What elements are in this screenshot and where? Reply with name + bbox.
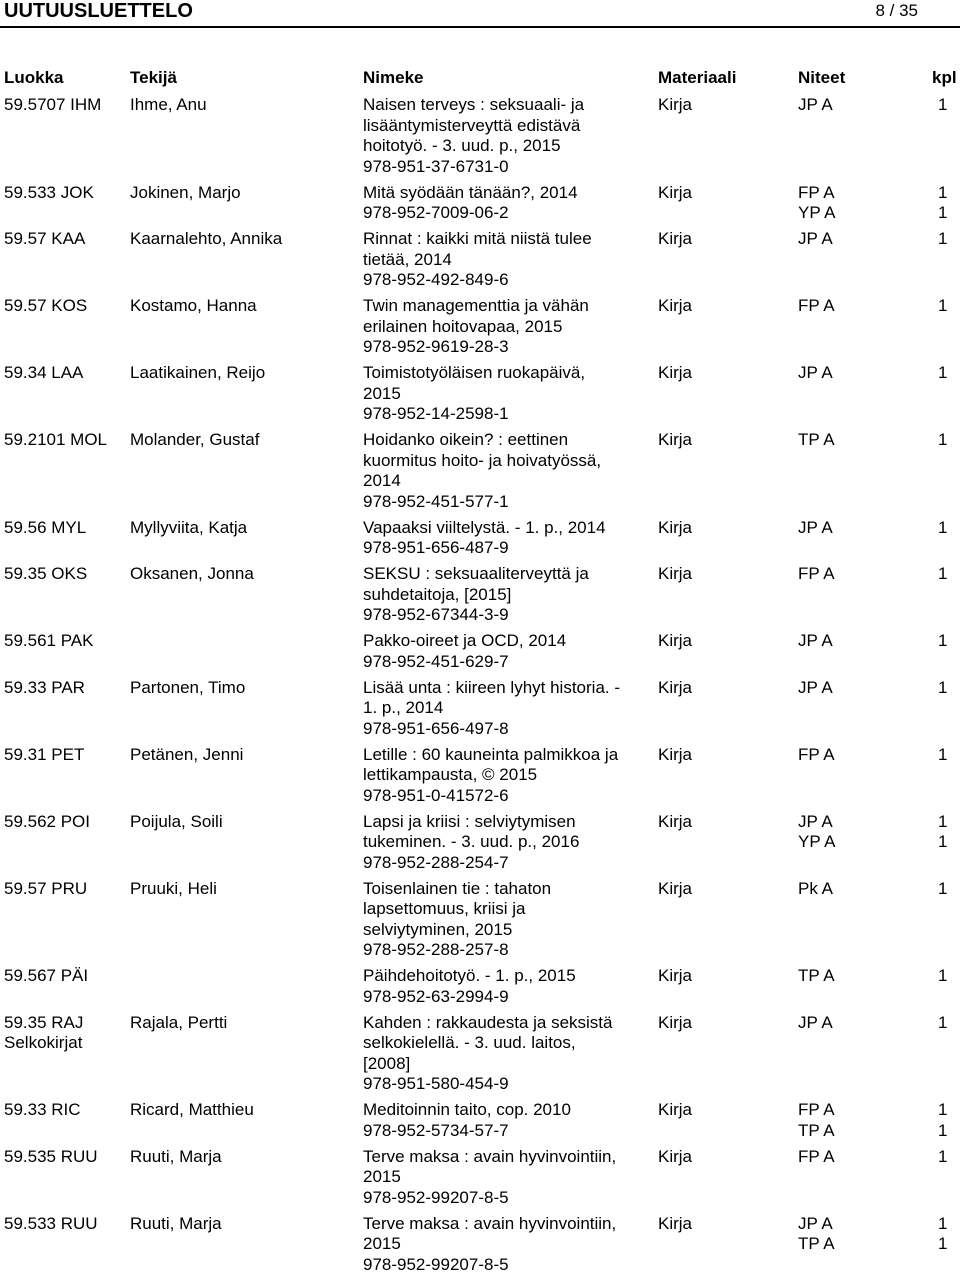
nimeke-cell-line: kuormitus hoito- ja hoivatyössä, [363, 450, 602, 470]
kpl-cell-line: 1 [938, 296, 948, 315]
nimeke-cell-line: Mitä syödään tänään?, 2014 [363, 182, 578, 202]
kpl-cell [938, 745, 958, 766]
catalog-row [0, 678, 960, 745]
niteet-cell-line: Pk A [798, 878, 833, 898]
kpl-cell [938, 518, 958, 539]
catalog-row [0, 229, 960, 296]
catalog-row [0, 95, 960, 183]
luokka-cell [4, 518, 124, 539]
kpl-cell-line: 1 [938, 744, 948, 764]
catalog-row [0, 1147, 960, 1214]
materiaali-cell [658, 296, 758, 317]
catalog-row [0, 518, 960, 565]
column-header-nimeke: Nimeke [363, 68, 424, 87]
luokka-cell [4, 966, 124, 987]
catalog-row [0, 296, 960, 363]
niteet-cell [798, 1147, 898, 1168]
nimeke-cell [363, 1214, 648, 1276]
kpl-cell [938, 879, 958, 900]
luokka-cell-line: 59.2101 MOL [4, 430, 108, 449]
nimeke-cell-line: Twin managementtia ja vähän [363, 296, 589, 315]
tekija-cell [130, 95, 360, 116]
tekija-cell-line: Molander, Gustaf [130, 430, 260, 449]
kpl-cell [938, 1100, 958, 1141]
materiaali-cell [658, 631, 758, 652]
materiaali-cell [658, 95, 758, 116]
tekija-cell [130, 812, 360, 833]
niteet-cell-line: JP A [798, 95, 833, 114]
nimeke-cell [363, 95, 648, 177]
materiaali-cell-line: Kirja [658, 631, 693, 650]
page-header [4, 0, 960, 24]
kpl-cell-line: 1 [938, 95, 948, 114]
kpl-cell [938, 1013, 958, 1034]
niteet-cell [798, 183, 898, 224]
nimeke-cell [363, 430, 648, 512]
catalog-row [0, 1013, 960, 1101]
materiaali-cell-line: Kirja [658, 564, 693, 583]
nimeke-cell [363, 518, 648, 559]
luokka-cell-line: 59.35 OKS [4, 564, 88, 583]
niteet-cell-line: JP A [798, 1012, 833, 1032]
kpl-cell [938, 430, 958, 451]
catalog-row [0, 564, 960, 631]
niteet-cell [798, 95, 898, 116]
tekija-cell-line: Oksanen, Jonna [130, 564, 254, 583]
materiaali-cell [658, 1013, 758, 1034]
tekija-cell [130, 1147, 360, 1168]
niteet-cell-line: FP A [798, 564, 835, 583]
tekija-cell-line: Kostamo, Hanna [130, 296, 257, 315]
kpl-cell-line: 1 [938, 677, 948, 697]
nimeke-cell-line: 978-952-451-577-1 [363, 491, 509, 511]
tekija-cell-line: Poijula, Soili [130, 811, 223, 831]
column-header-kpl: kpl [932, 68, 957, 87]
kpl-cell-line: 1 [938, 966, 948, 985]
niteet-cell [798, 1214, 898, 1255]
nimeke-cell-line: 978-952-99207-8-5 [363, 1187, 509, 1207]
luokka-cell-line: 59.535 RUU [4, 1146, 98, 1166]
kpl-cell [938, 564, 958, 585]
nimeke-cell-line: selviytyminen, 2015 [363, 919, 513, 939]
nimeke-cell-line: 1. p., 2014 [363, 698, 444, 717]
luokka-cell-line: 59.56 MYL [4, 517, 87, 537]
tekija-cell [130, 229, 360, 250]
nimeke-cell [363, 564, 648, 626]
materiaali-cell-line: Kirja [658, 229, 693, 248]
nimeke-cell-line: SEKSU : seksuaaliterveyttä ja [363, 564, 589, 583]
nimeke-cell-line: 978-951-656-497-8 [363, 718, 509, 738]
nimeke-cell-line: 978-952-14-2598-1 [363, 404, 509, 423]
tekija-cell [130, 745, 360, 766]
niteet-cell-line: JP A [798, 229, 833, 248]
tekija-cell [130, 518, 360, 539]
kpl-cell-line: 1 [938, 631, 948, 650]
luokka-cell-line: 59.533 JOK [4, 182, 94, 202]
materiaali-cell-line: Kirja [658, 811, 693, 831]
niteet-cell-line: JP A [798, 677, 833, 697]
nimeke-cell [363, 631, 648, 672]
luokka-cell-line: 59.57 PRU [4, 878, 88, 898]
kpl-cell-line: 1 [938, 430, 948, 449]
materiaali-cell [658, 229, 758, 250]
kpl-cell-line: 1 [938, 1234, 948, 1253]
nimeke-cell-line: 978-952-451-629-7 [363, 651, 509, 671]
luokka-cell [4, 1214, 124, 1235]
tekija-cell [130, 363, 360, 384]
kpl-cell-line: 1 [938, 1146, 948, 1166]
luokka-cell-line: 59.561 PAK [4, 631, 94, 650]
tekija-cell [130, 1214, 360, 1235]
nimeke-cell [363, 678, 648, 740]
nimeke-cell-line: 978-952-492-849-6 [363, 270, 509, 289]
niteet-cell [798, 812, 898, 853]
materiaali-cell [658, 745, 758, 766]
catalog-row [0, 631, 960, 678]
nimeke-cell-line: 978-952-5734-57-7 [363, 1120, 509, 1140]
luokka-cell [4, 745, 124, 766]
nimeke-cell [363, 296, 648, 358]
column-header-materiaali: Materiaali [658, 68, 737, 87]
nimeke-cell-line: Hoidanko oikein? : eettinen [363, 430, 569, 449]
niteet-cell [798, 879, 898, 900]
materiaali-cell-line: Kirja [658, 1100, 693, 1119]
nimeke-cell [363, 1147, 648, 1209]
nimeke-cell-line: Lapsi ja kriisi : selviytymisen [363, 811, 576, 831]
niteet-cell [798, 296, 898, 317]
nimeke-cell-line: 978-952-63-2994-9 [363, 986, 509, 1006]
niteet-cell-line: TP A [798, 1234, 835, 1253]
nimeke-cell-line: Toimistotyöläisen ruokapäivä, [363, 363, 586, 382]
tekija-cell-line: Partonen, Timo [130, 677, 246, 697]
kpl-cell [938, 631, 958, 652]
luokka-cell-line: 59.34 LAA [4, 363, 84, 382]
tekija-cell [130, 678, 360, 699]
nimeke-cell-line: Päihdehoitotyö. - 1. p., 2015 [363, 966, 576, 985]
niteet-cell-line: TP A [798, 430, 835, 449]
luokka-cell [4, 1147, 124, 1168]
catalog-row [0, 1100, 960, 1147]
nimeke-cell-line: Lisää unta : kiireen lyhyt historia. - [363, 677, 621, 697]
catalog-row [0, 363, 960, 430]
nimeke-cell-line: 2015 [363, 383, 401, 403]
kpl-cell-line: 1 [938, 1012, 948, 1032]
nimeke-cell-line: 978-951-0-41572-6 [363, 785, 509, 805]
luokka-cell-line: 59.33 PAR [4, 677, 85, 697]
kpl-cell-line: 1 [938, 564, 948, 583]
materiaali-cell-line: Kirja [658, 363, 693, 382]
tekija-cell [130, 430, 360, 451]
nimeke-cell-line: Naisen terveys : seksuaali- ja [363, 95, 585, 114]
nimeke-cell-line: tietää, 2014 [363, 249, 452, 269]
nimeke-cell [363, 363, 648, 425]
materiaali-cell-line: Kirja [658, 95, 693, 114]
kpl-cell-line: 1 [938, 1100, 948, 1119]
materiaali-cell [658, 430, 758, 451]
niteet-cell-line: JP A [798, 363, 833, 382]
kpl-cell-line: 1 [938, 363, 948, 382]
niteet-cell-line: TP A [798, 1120, 835, 1140]
niteet-cell [798, 564, 898, 585]
luokka-cell [4, 812, 124, 833]
tekija-cell-line: Ricard, Matthieu [130, 1100, 254, 1119]
luokka-cell-line: 59.57 KOS [4, 296, 88, 315]
kpl-cell [938, 183, 958, 224]
materiaali-cell-line: Kirja [658, 1213, 693, 1233]
nimeke-cell-line: lisääntymisterveyttä edistävä [363, 115, 581, 135]
niteet-cell-line: FP A [798, 296, 835, 315]
luokka-cell-line: 59.57 KAA [4, 229, 86, 248]
luokka-cell [4, 430, 124, 451]
tekija-cell [130, 1013, 360, 1034]
kpl-cell [938, 812, 958, 853]
luokka-cell-line: 59.33 RIC [4, 1100, 81, 1119]
nimeke-cell-line: Toisenlainen tie : tahaton [363, 878, 552, 898]
luokka-cell-line: 59.31 PET [4, 744, 85, 764]
column-header-niteet: Niteet [798, 68, 846, 87]
nimeke-cell [363, 1013, 648, 1095]
nimeke-cell-line: 2014 [363, 471, 401, 490]
nimeke-cell-line: 978-951-656-487-9 [363, 538, 509, 557]
materiaali-cell [658, 1147, 758, 1168]
tekija-cell-line: Petänen, Jenni [130, 744, 244, 764]
tekija-cell [130, 183, 360, 204]
nimeke-cell-line: 2015 [363, 1234, 401, 1253]
nimeke-cell-line: selkokielellä. - 3. uud. laitos, [363, 1033, 576, 1052]
nimeke-cell-line: Pakko-oireet ja OCD, 2014 [363, 631, 567, 650]
kpl-cell [938, 296, 958, 317]
nimeke-cell-line: 978-952-288-257-8 [363, 940, 509, 959]
luokka-cell-line: 59.5707 IHM [4, 95, 102, 114]
nimeke-cell [363, 812, 648, 874]
materiaali-cell-line: Kirja [658, 878, 693, 898]
tekija-cell-line: Ihme, Anu [130, 95, 207, 114]
luokka-cell-line: 59.35 RAJ [4, 1012, 84, 1032]
materiaali-cell-line: Kirja [658, 517, 693, 537]
nimeke-cell-line: tukeminen. - 3. uud. p., 2016 [363, 832, 580, 851]
niteet-cell-line: TP A [798, 966, 835, 985]
nimeke-cell-line: Terve maksa : avain hyvinvointiin, [363, 1146, 617, 1166]
nimeke-cell-line: hoitotyö. - 3. uud. p., 2015 [363, 136, 561, 155]
niteet-cell-line: YP A [798, 832, 836, 851]
catalog-row [0, 1214, 960, 1281]
materiaali-cell-line: Kirja [658, 430, 693, 449]
catalog-row [0, 812, 960, 879]
materiaali-cell [658, 564, 758, 585]
tekija-cell-line: Kaarnalehto, Annika [130, 229, 283, 248]
tekija-cell [130, 296, 360, 317]
tekija-cell [130, 879, 360, 900]
column-header-row [0, 68, 960, 90]
tekija-cell-line: Pruuki, Heli [130, 878, 217, 898]
tekija-cell-line: Laatikainen, Reijo [130, 363, 266, 382]
kpl-cell-line: 1 [938, 878, 948, 898]
nimeke-cell-line: Meditoinnin taito, cop. 2010 [363, 1100, 571, 1119]
luokka-cell [4, 296, 124, 317]
nimeke-cell-line: Letille : 60 kauneinta palmikkoa ja [363, 744, 619, 764]
niteet-cell [798, 1100, 898, 1141]
nimeke-cell-line: 978-952-288-254-7 [363, 852, 509, 872]
materiaali-cell-line: Kirja [658, 296, 693, 315]
kpl-cell-line: 1 [938, 229, 948, 248]
nimeke-cell-line: Rinnat : kaikki mitä niistä tulee [363, 229, 592, 248]
kpl-cell-line: 1 [938, 203, 948, 222]
niteet-cell [798, 631, 898, 652]
nimeke-cell-line: 978-952-7009-06-2 [363, 203, 509, 222]
niteet-cell [798, 745, 898, 766]
luokka-cell-line: Selkokirjat [4, 1033, 83, 1052]
tekija-cell [130, 564, 360, 585]
luokka-cell [4, 183, 124, 204]
niteet-cell-line: JP A [798, 1213, 833, 1233]
kpl-cell-line: 1 [938, 182, 948, 202]
materiaali-cell [658, 1100, 758, 1121]
luokka-cell [4, 879, 124, 900]
niteet-cell-line: FP A [798, 1146, 835, 1166]
niteet-cell [798, 518, 898, 539]
nimeke-cell [363, 745, 648, 807]
catalog-row [0, 745, 960, 812]
nimeke-cell-line: Vapaaksi viiltelystä. - 1. p., 2014 [363, 517, 606, 537]
luokka-cell-line: 59.562 POI [4, 811, 91, 831]
kpl-cell [938, 1214, 958, 1255]
luokka-cell [4, 363, 124, 384]
kpl-cell [938, 966, 958, 987]
nimeke-cell-line: Kahden : rakkaudesta ja seksistä [363, 1012, 613, 1032]
niteet-cell [798, 678, 898, 699]
materiaali-cell [658, 879, 758, 900]
luokka-cell [4, 564, 124, 585]
nimeke-cell-line: suhdetaitoja, [2015] [363, 584, 512, 604]
nimeke-cell [363, 879, 648, 961]
page-number: 8 / 35 [875, 1, 918, 20]
luokka-cell [4, 1100, 124, 1121]
materiaali-cell-line: Kirja [658, 1012, 693, 1032]
niteet-cell [798, 430, 898, 451]
materiaali-cell [658, 678, 758, 699]
tekija-cell-line: Rajala, Pertti [130, 1012, 228, 1032]
luokka-cell [4, 95, 124, 116]
materiaali-cell [658, 1214, 758, 1235]
niteet-cell [798, 229, 898, 250]
nimeke-cell-line: 978-951-580-454-9 [363, 1074, 509, 1093]
column-header-tekija: Tekijä [130, 68, 177, 87]
column-header-luokka: Luokka [4, 68, 64, 87]
materiaali-cell [658, 966, 758, 987]
nimeke-cell [363, 183, 648, 224]
kpl-cell [938, 1147, 958, 1168]
luokka-cell-line: 59.567 PÄI [4, 966, 89, 985]
tekija-cell [130, 1100, 360, 1121]
niteet-cell [798, 966, 898, 987]
kpl-cell [938, 229, 958, 250]
materiaali-cell [658, 183, 758, 204]
nimeke-cell [363, 1100, 648, 1141]
nimeke-cell [363, 229, 648, 291]
materiaali-cell-line: Kirja [658, 744, 693, 764]
niteet-cell [798, 1013, 898, 1034]
luokka-cell-line: 59.533 RUU [4, 1213, 98, 1233]
catalog-row [0, 183, 960, 230]
niteet-cell-line: JP A [798, 811, 833, 831]
niteet-cell [798, 363, 898, 384]
catalog-row [0, 966, 960, 1013]
catalog-list [0, 95, 960, 1281]
tekija-cell-line: Myllyviita, Katja [130, 517, 248, 537]
materiaali-cell [658, 812, 758, 833]
niteet-cell-line: JP A [798, 517, 833, 537]
kpl-cell [938, 678, 958, 699]
nimeke-cell-line: 978-952-9619-28-3 [363, 337, 509, 356]
luokka-cell [4, 678, 124, 699]
nimeke-cell-line: erilainen hoitovapaa, 2015 [363, 316, 563, 336]
niteet-cell-line: FP A [798, 1100, 835, 1119]
kpl-cell-line: 1 [938, 1120, 948, 1140]
niteet-cell-line: YP A [798, 203, 836, 222]
kpl-cell-line: 1 [938, 832, 948, 851]
catalog-row [0, 879, 960, 967]
header-divider [0, 26, 960, 28]
catalog-row [0, 430, 960, 518]
nimeke-cell-line: 978-951-37-6731-0 [363, 156, 509, 176]
luokka-cell [4, 1013, 124, 1054]
nimeke-cell-line: Terve maksa : avain hyvinvointiin, [363, 1213, 617, 1233]
niteet-cell-line: FP A [798, 744, 835, 764]
kpl-cell-line: 1 [938, 1213, 948, 1233]
materiaali-cell-line: Kirja [658, 1146, 693, 1166]
luokka-cell [4, 631, 124, 652]
tekija-cell-line: Jokinen, Marjo [130, 182, 241, 202]
niteet-cell-line: FP A [798, 182, 835, 202]
materiaali-cell-line: Kirja [658, 966, 693, 985]
nimeke-cell [363, 966, 648, 1007]
nimeke-cell-line: lapsettomuus, kriisi ja [363, 899, 526, 918]
materiaali-cell-line: Kirja [658, 182, 693, 202]
kpl-cell [938, 95, 958, 116]
nimeke-cell-line: 978-952-67344-3-9 [363, 605, 509, 624]
nimeke-cell-line: [2008] [363, 1053, 411, 1073]
nimeke-cell-line: 978-952-99207-8-5 [363, 1254, 509, 1274]
tekija-cell-line: Ruuti, Marja [130, 1146, 222, 1166]
materiaali-cell [658, 363, 758, 384]
kpl-cell [938, 363, 958, 384]
page-title: UUTUUSLUETTELO [4, 0, 193, 22]
kpl-cell-line: 1 [938, 811, 948, 831]
nimeke-cell-line: 2015 [363, 1167, 401, 1186]
materiaali-cell [658, 518, 758, 539]
kpl-cell-line: 1 [938, 517, 948, 537]
materiaali-cell-line: Kirja [658, 677, 693, 697]
niteet-cell-line: JP A [798, 631, 833, 650]
tekija-cell-line: Ruuti, Marja [130, 1213, 222, 1233]
luokka-cell [4, 229, 124, 250]
nimeke-cell-line: lettikampausta, © 2015 [363, 765, 538, 784]
